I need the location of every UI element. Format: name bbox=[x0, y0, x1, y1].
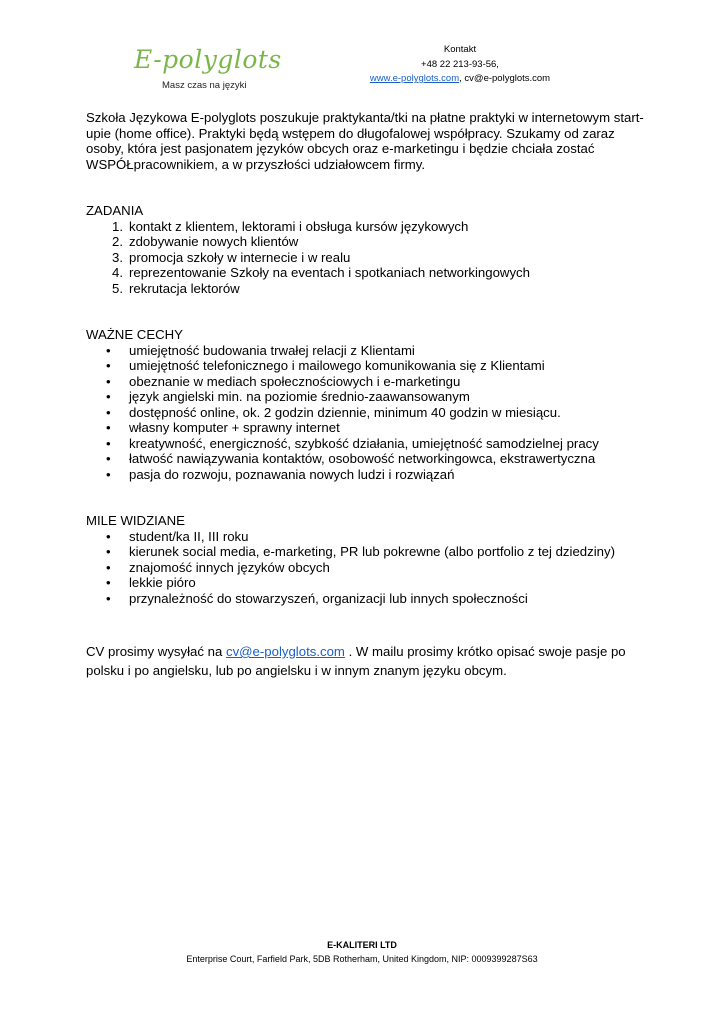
bullet-icon: • bbox=[106, 435, 111, 451]
document-body bbox=[86, 110, 646, 680]
bullet-icon: • bbox=[106, 466, 111, 482]
list-item: • łatwość nawiązywania kontaktów, osobowość networkingowca, ekstrawertyczna bbox=[106, 451, 596, 466]
cv-paragraph: CV prosimy wysyłać na cv@e-polyglots.com . W mailu prosimy krótko opisać swoje pasje po polsku i po angielsku, lub po angielsku i w innym znanym języku obcym. bbox=[86, 644, 626, 678]
list-item: 4. reprezentowanie Szkoły na eventach i spotkaniach networkingowych bbox=[112, 265, 530, 280]
contact-title: Kontakt bbox=[443, 44, 477, 55]
list-item: • obeznanie w mediach społecznościowych i e-marketingu bbox=[106, 373, 461, 389]
contact-separator: , bbox=[459, 73, 465, 84]
bullet-icon: • bbox=[106, 358, 111, 373]
spacer bbox=[86, 606, 646, 642]
cv-email-link[interactable]: cv@e-polyglots.com bbox=[225, 644, 345, 659]
bullet-icon: • bbox=[106, 559, 111, 575]
traits-title: WAŻNE CECHY bbox=[86, 327, 183, 342]
list-item: 5. rekrutacja lektorów bbox=[112, 280, 240, 296]
traits-list bbox=[86, 343, 646, 483]
welcome-title: MILE WIDZIANE bbox=[86, 513, 185, 528]
list-item: • dostępność online, ok. 2 godzin dziennie, minimum 40 godzin w miesiącu. bbox=[106, 404, 561, 420]
list-item: • lekkie pióro bbox=[106, 575, 196, 590]
list-item: • student/ka II, III roku bbox=[106, 528, 249, 544]
contact-links bbox=[355, 72, 565, 87]
footer bbox=[0, 938, 724, 966]
list-item: 1. kontakt z klientem, lektorami i obsługa kursów językowych bbox=[112, 218, 469, 234]
list-item: • umiejętność budowania trwałej relacji z Klientami bbox=[106, 342, 415, 358]
bullet-icon: • bbox=[106, 342, 111, 358]
bullet-icon: • bbox=[106, 451, 111, 466]
list-item: • język angielski min. na poziomie średnio-zaawansowanym bbox=[106, 389, 470, 404]
logo-name: E-polyglots bbox=[134, 45, 282, 74]
list-item: • kierunek social media, e-marketing, PR lub pokrewne (albo portfolio z tej dziedziny) bbox=[106, 544, 615, 559]
welcome-list bbox=[86, 529, 646, 607]
list-item: 3. promocja szkoły w internecie i w realu bbox=[112, 249, 351, 265]
spacer bbox=[86, 172, 646, 203]
list-item: • znajomość innych języków obcych bbox=[106, 559, 330, 575]
bullet-icon: • bbox=[106, 373, 111, 389]
spacer bbox=[86, 482, 646, 513]
tasks-title: ZADANIA bbox=[86, 203, 144, 218]
company-address: Enterprise Court, Farfield Park, 5DB Rotherham, United Kingdom, NIP: 0009399287S63 bbox=[186, 954, 538, 964]
bullet-icon: • bbox=[106, 528, 111, 544]
website-link[interactable]: www.e-polyglots.com bbox=[369, 73, 460, 84]
bullet-icon: • bbox=[106, 590, 111, 606]
spacer bbox=[86, 296, 646, 327]
contact-email: cv@e-polyglots.com bbox=[464, 73, 551, 84]
list-item: • własny komputer + sprawny internet bbox=[106, 420, 340, 435]
list-item: • przynależność do stowarzyszeń, organizacji lub innych społeczności bbox=[106, 590, 528, 606]
list-item: • kreatywność, energiczność, szybkość działania, umiejętność samodzielnej pracy bbox=[106, 435, 599, 451]
bullet-icon: • bbox=[106, 575, 111, 590]
list-item: • umiejętność telefonicznego i mailowego komunikowania się z Klientami bbox=[106, 358, 545, 373]
contact-phone: +48 22 213-93-56, bbox=[421, 58, 499, 70]
contact-block bbox=[355, 43, 565, 87]
company-name: E-KALITERI LTD bbox=[327, 940, 397, 950]
list-item: 2. zdobywanie nowych klientów bbox=[112, 234, 299, 249]
bullet-icon: • bbox=[106, 544, 111, 559]
tasks-list bbox=[86, 219, 646, 297]
bullet-icon: • bbox=[106, 420, 111, 435]
bullet-icon: • bbox=[106, 389, 111, 404]
list-item: • pasja do rozwoju, poznawania nowych ludzi i rozwiązań bbox=[106, 466, 455, 482]
logo-tagline: Masz czas na języki bbox=[162, 80, 247, 91]
bullet-icon: • bbox=[106, 404, 111, 420]
intro-paragraph: Szkoła Językowa E-polyglots poszukuje praktykanta/tki na płatne praktyki w internetowym start-upie (home office). Praktyki będą wstępem do długofalowej współpracy. Szukamy od zaraz osoby, która jest pasjonatem języków obcych oraz e-marketingu i będzie chciała zostać WSPÓŁpracownikiem, a w przyszłości udziałowcem firmy. bbox=[86, 110, 644, 172]
logo bbox=[134, 44, 282, 91]
